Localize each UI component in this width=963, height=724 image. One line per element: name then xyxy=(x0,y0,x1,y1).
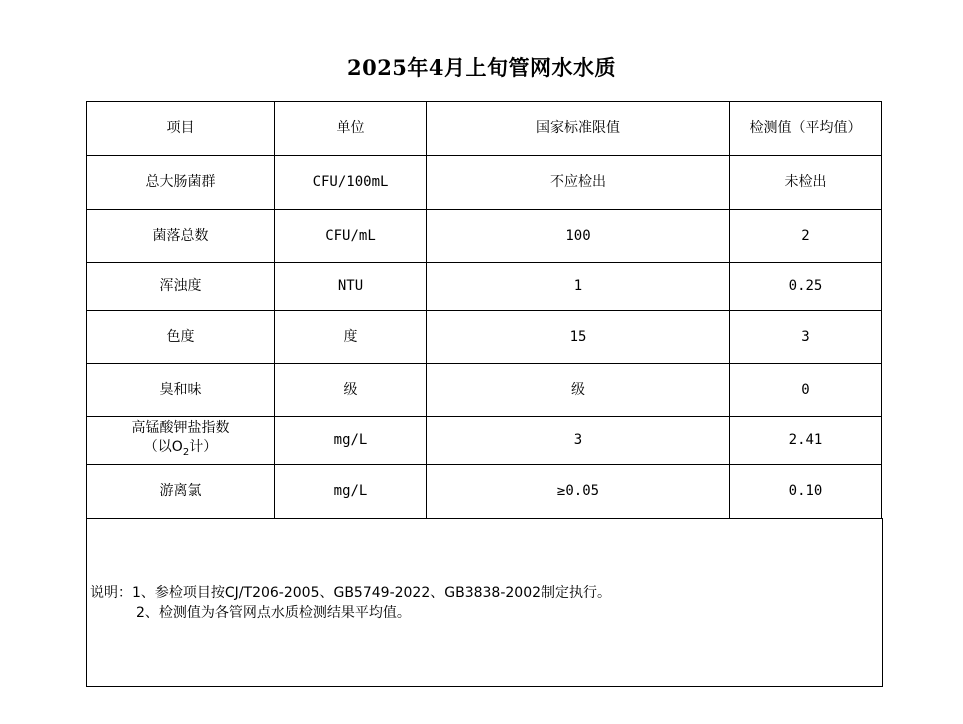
water-quality-table xyxy=(86,101,882,519)
note-line-2: 2、检测值为各管网点水质检测结果平均值。 xyxy=(136,605,411,621)
item-cell: 浑浊度 xyxy=(87,263,275,311)
value-cell: 0.25 xyxy=(730,263,882,311)
value-cell: 未检出 xyxy=(730,156,882,210)
table-row xyxy=(87,364,882,417)
value-cell: 0 xyxy=(730,364,882,417)
value-cell: 0.10 xyxy=(730,465,882,519)
table-row xyxy=(87,263,882,311)
value-cell: 3 xyxy=(730,311,882,364)
item-cell: 色度 xyxy=(87,311,275,364)
item-line-2-prefix: （以O xyxy=(143,439,183,456)
item-cell xyxy=(87,417,275,465)
limit-cell: 3 xyxy=(427,417,730,465)
unit-cell: CFU/mL xyxy=(275,210,427,263)
table-row xyxy=(87,417,882,465)
header-item: 项目 xyxy=(87,102,275,156)
value-cell: 2 xyxy=(730,210,882,263)
limit-cell: 100 xyxy=(427,210,730,263)
value-cell: 2.41 xyxy=(730,417,882,465)
table-row xyxy=(87,156,882,210)
page-title: 2025年4月上旬管网水水质 xyxy=(346,55,617,80)
notes xyxy=(90,583,611,623)
unit-cell: 级 xyxy=(275,364,427,417)
unit-cell: mg/L xyxy=(275,417,427,465)
note-line-1: 说明：1、参检项目按CJ/T206-2005、GB5749-2022、GB3838-2002制定执行。 xyxy=(90,585,612,601)
header-value: 检测值（平均值） xyxy=(730,102,882,156)
limit-cell: 1 xyxy=(427,263,730,311)
unit-cell: CFU/100mL xyxy=(275,156,427,210)
item-cell: 游离氯 xyxy=(87,465,275,519)
table-row xyxy=(87,311,882,364)
unit-cell: NTU xyxy=(275,263,427,311)
subscript-two: 2 xyxy=(182,446,190,458)
header-limit: 国家标准限值 xyxy=(427,102,730,156)
table-header-row xyxy=(87,102,882,156)
header-unit: 单位 xyxy=(275,102,427,156)
table-row xyxy=(87,210,882,263)
table-row xyxy=(87,465,882,519)
item-cell: 臭和味 xyxy=(87,364,275,417)
limit-cell: ≥0.05 xyxy=(427,465,730,519)
item-line-2 xyxy=(87,438,274,462)
unit-cell: 度 xyxy=(275,311,427,364)
item-cell: 总大肠菌群 xyxy=(87,156,275,210)
item-cell: 菌落总数 xyxy=(87,210,275,263)
limit-cell: 级 xyxy=(427,364,730,417)
unit-cell: mg/L xyxy=(275,465,427,519)
limit-cell: 不应检出 xyxy=(427,156,730,210)
limit-cell: 15 xyxy=(427,311,730,364)
item-line-1: 高锰酸钾盐指数 xyxy=(131,420,230,437)
item-line-2-suffix: 计） xyxy=(189,439,218,456)
